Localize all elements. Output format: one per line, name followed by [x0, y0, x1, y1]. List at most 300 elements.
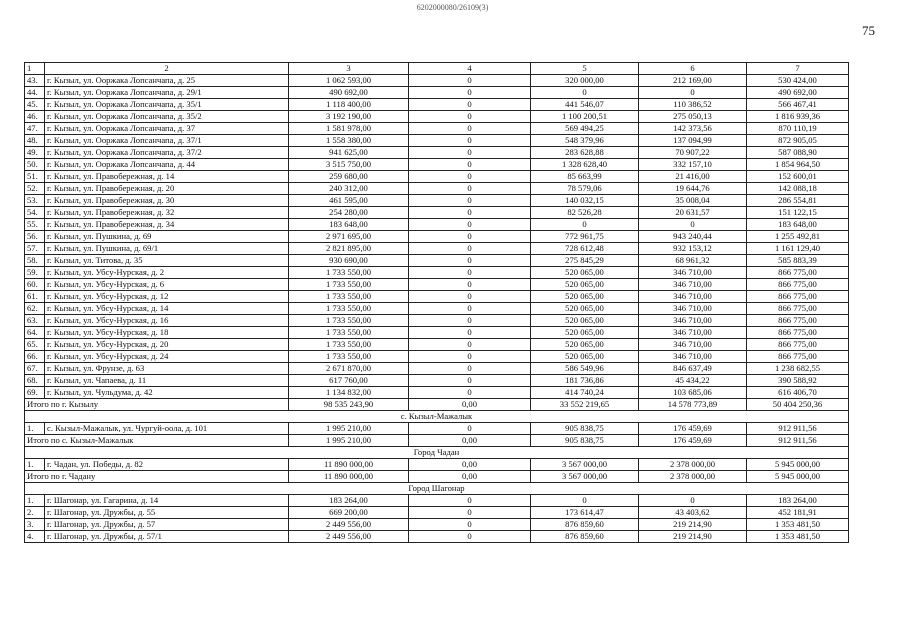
section-header-row — [25, 447, 849, 459]
municipal-cell: 70 907,22 — [639, 147, 747, 159]
total-cost-cell: 1 733 550,00 — [289, 291, 409, 303]
fund-cell: 0 — [409, 123, 531, 135]
budget-cell: 520 065,00 — [531, 315, 639, 327]
column-number: 7 — [747, 63, 849, 75]
section-title: Город Шагонар — [25, 483, 849, 495]
address-cell: г. Кызыл, ул. Ооржака Лопсанчапа, д. 37 — [45, 123, 289, 135]
address-cell: г. Кызыл, ул. Убсу-Нурская, д. 20 — [45, 339, 289, 351]
table-row — [25, 279, 849, 291]
row-number: 55. — [25, 219, 45, 231]
fund-cell: 0,00 — [409, 435, 531, 447]
municipal-cell: 35 008,04 — [639, 195, 747, 207]
section-header-row — [25, 411, 849, 423]
municipal-cell: 0 — [639, 87, 747, 99]
fund-cell: 0 — [409, 75, 531, 87]
table-row — [25, 339, 849, 351]
budget-cell: 772 961,75 — [531, 231, 639, 243]
row-number: 54. — [25, 207, 45, 219]
address-cell: г. Кызыл, ул. Ооржака Лопсанчапа, д. 25 — [45, 75, 289, 87]
table-row — [25, 267, 849, 279]
owners-cell: 872 905,05 — [747, 135, 849, 147]
budget-cell: 33 552 219,65 — [531, 399, 639, 411]
fund-cell: 0 — [409, 423, 531, 435]
total-cost-cell: 930 690,00 — [289, 255, 409, 267]
budget-cell: 520 065,00 — [531, 279, 639, 291]
fund-cell: 0,00 — [409, 399, 531, 411]
column-number: 4 — [409, 63, 531, 75]
column-number: 2 — [45, 63, 289, 75]
budget-cell: 876 859,60 — [531, 531, 639, 543]
row-number: 47. — [25, 123, 45, 135]
total-row — [25, 399, 849, 411]
municipal-cell: 14 578 773,89 — [639, 399, 747, 411]
address-cell: г. Кызыл, ул. Убсу-Нурская, д. 2 — [45, 267, 289, 279]
table-row — [25, 159, 849, 171]
row-number: 59. — [25, 267, 45, 279]
municipal-cell: 68 961,32 — [639, 255, 747, 267]
municipal-cell: 932 153,12 — [639, 243, 747, 255]
budget-cell: 181 736,86 — [531, 375, 639, 387]
address-cell: г. Кызыл, ул. Убсу-Нурская, д. 24 — [45, 351, 289, 363]
owners-cell: 286 554,81 — [747, 195, 849, 207]
municipal-cell: 176 459,69 — [639, 423, 747, 435]
budget-cell: 140 032,15 — [531, 195, 639, 207]
address-cell: г. Кызыл, ул. Убсу-Нурская, д. 14 — [45, 303, 289, 315]
owners-cell: 616 406,70 — [747, 387, 849, 399]
total-row — [25, 435, 849, 447]
table-row — [25, 363, 849, 375]
owners-cell: 866 775,00 — [747, 267, 849, 279]
budget-cell: 173 614,47 — [531, 507, 639, 519]
fund-cell: 0 — [409, 87, 531, 99]
owners-cell: 866 775,00 — [747, 339, 849, 351]
municipal-cell: 943 240,44 — [639, 231, 747, 243]
table-row — [25, 255, 849, 267]
total-cost-cell: 1 134 832,00 — [289, 387, 409, 399]
fund-cell: 0 — [409, 531, 531, 543]
fund-cell: 0 — [409, 495, 531, 507]
total-cost-cell: 11 890 000,00 — [289, 459, 409, 471]
municipal-cell: 103 685,06 — [639, 387, 747, 399]
row-number: 58. — [25, 255, 45, 267]
fund-cell: 0 — [409, 507, 531, 519]
total-label: Итого по г. Чадану — [25, 471, 289, 483]
fund-cell: 0 — [409, 99, 531, 111]
municipal-cell: 346 710,00 — [639, 279, 747, 291]
address-cell: г. Кызыл, ул. Фрунзе, д. 63 — [45, 363, 289, 375]
row-number: 66. — [25, 351, 45, 363]
row-number: 46. — [25, 111, 45, 123]
owners-cell: 866 775,00 — [747, 327, 849, 339]
table-row — [25, 375, 849, 387]
owners-cell: 866 775,00 — [747, 279, 849, 291]
owners-cell: 5 945 000,00 — [747, 471, 849, 483]
total-row — [25, 471, 849, 483]
column-number: 6 — [639, 63, 747, 75]
address-cell: г. Шагонар, ул. Дружбы, д. 55 — [45, 507, 289, 519]
total-cost-cell: 1 733 550,00 — [289, 339, 409, 351]
row-number: 1. — [25, 495, 45, 507]
owners-cell: 183 264,00 — [747, 495, 849, 507]
row-number: 53. — [25, 195, 45, 207]
total-cost-cell: 183 264,00 — [289, 495, 409, 507]
municipal-cell: 346 710,00 — [639, 267, 747, 279]
budget-cell: 82 526,28 — [531, 207, 639, 219]
owners-cell: 1 816 939,36 — [747, 111, 849, 123]
owners-cell: 50 404 250,36 — [747, 399, 849, 411]
budget-cell: 520 065,00 — [531, 291, 639, 303]
row-number: 64. — [25, 327, 45, 339]
budget-cell: 283 628,88 — [531, 147, 639, 159]
municipal-cell: 2 378 000,00 — [639, 459, 747, 471]
municipal-cell: 20 631,57 — [639, 207, 747, 219]
address-cell: г. Кызыл, ул. Правобережная, д. 32 — [45, 207, 289, 219]
budget-cell: 78 579,06 — [531, 183, 639, 195]
budget-cell: 520 065,00 — [531, 327, 639, 339]
municipal-cell: 45 434,22 — [639, 375, 747, 387]
table-row — [25, 327, 849, 339]
owners-cell: 490 692,00 — [747, 87, 849, 99]
row-number: 2. — [25, 507, 45, 519]
total-cost-cell: 461 595,00 — [289, 195, 409, 207]
owners-cell: 1 238 682,55 — [747, 363, 849, 375]
total-cost-cell: 1 733 550,00 — [289, 279, 409, 291]
row-number: 1. — [25, 423, 45, 435]
address-cell: г. Кызыл, ул. Ооржака Лопсанчапа, д. 37/1 — [45, 135, 289, 147]
total-cost-cell: 490 692,00 — [289, 87, 409, 99]
fund-cell: 0 — [409, 219, 531, 231]
fund-cell: 0 — [409, 255, 531, 267]
address-cell: г. Шагонар, ул. Дружбы, д. 57 — [45, 519, 289, 531]
total-cost-cell: 1 733 550,00 — [289, 351, 409, 363]
total-cost-cell: 1 733 550,00 — [289, 315, 409, 327]
municipal-cell: 0 — [639, 495, 747, 507]
budget-cell: 520 065,00 — [531, 351, 639, 363]
document-code: 6202000080/26109(3) — [416, 3, 489, 12]
table-row — [25, 519, 849, 531]
municipal-cell: 219 214,90 — [639, 531, 747, 543]
owners-cell: 390 588,92 — [747, 375, 849, 387]
column-number: 1 — [25, 63, 45, 75]
address-cell: г. Кызыл, ул. Титова, д. 35 — [45, 255, 289, 267]
municipal-cell: 137 094,99 — [639, 135, 747, 147]
fund-cell: 0 — [409, 135, 531, 147]
row-number: 67. — [25, 363, 45, 375]
total-cost-cell: 941 625,00 — [289, 147, 409, 159]
row-number: 50. — [25, 159, 45, 171]
owners-cell: 151 122,15 — [747, 207, 849, 219]
address-cell: г. Кызыл, ул. Ооржака Лопсанчапа, д. 35/2 — [45, 111, 289, 123]
budget-cell: 520 065,00 — [531, 339, 639, 351]
fund-cell: 0 — [409, 171, 531, 183]
row-number: 44. — [25, 87, 45, 99]
budget-cell: 905 838,75 — [531, 423, 639, 435]
table-row — [25, 291, 849, 303]
municipal-cell: 346 710,00 — [639, 339, 747, 351]
table-row — [25, 99, 849, 111]
financing-table — [24, 62, 849, 543]
budget-cell: 520 065,00 — [531, 303, 639, 315]
total-cost-cell: 254 280,00 — [289, 207, 409, 219]
owners-cell: 1 255 492,81 — [747, 231, 849, 243]
owners-cell: 912 911,56 — [747, 435, 849, 447]
row-number: 60. — [25, 279, 45, 291]
total-cost-cell: 1 995 210,00 — [289, 423, 409, 435]
row-number: 51. — [25, 171, 45, 183]
owners-cell: 585 883,39 — [747, 255, 849, 267]
budget-cell: 520 065,00 — [531, 267, 639, 279]
fund-cell: 0,00 — [409, 471, 531, 483]
fund-cell: 0 — [409, 375, 531, 387]
owners-cell: 152 600,01 — [747, 171, 849, 183]
row-number: 62. — [25, 303, 45, 315]
total-cost-cell: 2 449 556,00 — [289, 531, 409, 543]
municipal-cell: 0 — [639, 219, 747, 231]
municipal-cell: 846 637,49 — [639, 363, 747, 375]
table-row — [25, 147, 849, 159]
total-cost-cell: 1 062 593,00 — [289, 75, 409, 87]
total-cost-cell: 669 200,00 — [289, 507, 409, 519]
total-cost-cell: 240 312,00 — [289, 183, 409, 195]
total-cost-cell: 3 515 750,00 — [289, 159, 409, 171]
fund-cell: 0 — [409, 291, 531, 303]
municipal-cell: 142 373,56 — [639, 123, 747, 135]
table-row — [25, 303, 849, 315]
table-row — [25, 459, 849, 471]
address-cell: г. Шагонар, ул. Гагарина, д. 14 — [45, 495, 289, 507]
fund-cell: 0 — [409, 267, 531, 279]
page-number: 75 — [862, 23, 875, 38]
municipal-cell: 19 644,76 — [639, 183, 747, 195]
owners-cell: 142 088,18 — [747, 183, 849, 195]
total-cost-cell: 259 680,00 — [289, 171, 409, 183]
fund-cell: 0 — [409, 315, 531, 327]
row-number: 69. — [25, 387, 45, 399]
address-cell: г. Кызыл, ул. Чульдума, д. 42 — [45, 387, 289, 399]
budget-cell: 1 100 200,51 — [531, 111, 639, 123]
column-number: 3 — [289, 63, 409, 75]
municipal-cell: 176 459,69 — [639, 435, 747, 447]
table-row — [25, 495, 849, 507]
total-label: Итого по г. Кызылу — [25, 399, 289, 411]
fund-cell: 0 — [409, 519, 531, 531]
table-row — [25, 531, 849, 543]
total-cost-cell: 2 449 556,00 — [289, 519, 409, 531]
total-cost-cell: 1 558 380,00 — [289, 135, 409, 147]
municipal-cell: 21 416,00 — [639, 171, 747, 183]
section-title: с. Кызыл-Мажалык — [25, 411, 849, 423]
address-cell: г. Кызыл, ул. Ооржака Лопсанчапа, д. 35/1 — [45, 99, 289, 111]
owners-cell: 870 110,19 — [747, 123, 849, 135]
fund-cell: 0 — [409, 339, 531, 351]
fund-cell: 0 — [409, 327, 531, 339]
table-row — [25, 387, 849, 399]
owners-cell: 587 088,90 — [747, 147, 849, 159]
address-cell: г. Кызыл, ул. Правобережная, д. 30 — [45, 195, 289, 207]
table-row — [25, 507, 849, 519]
fund-cell: 0 — [409, 183, 531, 195]
budget-cell: 905 838,75 — [531, 435, 639, 447]
table-row — [25, 123, 849, 135]
owners-cell: 866 775,00 — [747, 315, 849, 327]
budget-cell: 0 — [531, 219, 639, 231]
address-cell: г. Чадан, ул. Победы, д. 82 — [45, 459, 289, 471]
table-row — [25, 315, 849, 327]
total-cost-cell: 2 671 870,00 — [289, 363, 409, 375]
owners-cell: 866 775,00 — [747, 351, 849, 363]
owners-cell: 1 353 481,50 — [747, 519, 849, 531]
total-cost-cell: 1 118 400,00 — [289, 99, 409, 111]
fund-cell: 0 — [409, 387, 531, 399]
fund-cell: 0 — [409, 111, 531, 123]
fund-cell: 0 — [409, 279, 531, 291]
table-row — [25, 111, 849, 123]
section-title: Город Чадан — [25, 447, 849, 459]
fund-cell: 0 — [409, 147, 531, 159]
owners-cell: 5 945 000,00 — [747, 459, 849, 471]
section-header-row — [25, 483, 849, 495]
municipal-cell: 212 169,00 — [639, 75, 747, 87]
table-row — [25, 219, 849, 231]
total-cost-cell: 617 760,00 — [289, 375, 409, 387]
address-cell: г. Кызыл, ул. Пушкина, д. 69 — [45, 231, 289, 243]
owners-cell: 912 911,56 — [747, 423, 849, 435]
total-cost-cell: 11 890 000,00 — [289, 471, 409, 483]
municipal-cell: 332 157,10 — [639, 159, 747, 171]
column-number-row — [25, 63, 849, 75]
owners-cell: 1 854 964,50 — [747, 159, 849, 171]
total-cost-cell: 98 535 243,90 — [289, 399, 409, 411]
row-number: 1. — [25, 459, 45, 471]
address-cell: с. Кызыл-Мажалык, ул. Чургуй-оола, д. 101 — [45, 423, 289, 435]
fund-cell: 0 — [409, 207, 531, 219]
budget-cell: 569 494,25 — [531, 123, 639, 135]
budget-cell: 3 567 000,00 — [531, 471, 639, 483]
total-cost-cell: 2 971 695,00 — [289, 231, 409, 243]
row-number: 68. — [25, 375, 45, 387]
owners-cell: 1 353 481,50 — [747, 531, 849, 543]
budget-cell: 85 663,99 — [531, 171, 639, 183]
table-row — [25, 243, 849, 255]
row-number: 43. — [25, 75, 45, 87]
owners-cell: 1 161 129,40 — [747, 243, 849, 255]
fund-cell: 0,00 — [409, 459, 531, 471]
row-number: 48. — [25, 135, 45, 147]
address-cell: г. Шагонар, ул. Дружбы, д. 57/1 — [45, 531, 289, 543]
table-row — [25, 135, 849, 147]
address-cell: г. Кызыл, ул. Чапаева, д. 11 — [45, 375, 289, 387]
budget-cell: 548 379,96 — [531, 135, 639, 147]
address-cell: г. Кызыл, ул. Убсу-Нурская, д. 16 — [45, 315, 289, 327]
address-cell: г. Кызыл, ул. Ооржака Лопсанчапа, д. 37/2 — [45, 147, 289, 159]
municipal-cell: 43 403,62 — [639, 507, 747, 519]
fund-cell: 0 — [409, 231, 531, 243]
total-cost-cell: 1 733 550,00 — [289, 327, 409, 339]
table-row — [25, 87, 849, 99]
budget-cell: 3 567 000,00 — [531, 459, 639, 471]
address-cell: г. Кызыл, ул. Правобережная, д. 14 — [45, 171, 289, 183]
municipal-cell: 110 386,52 — [639, 99, 747, 111]
municipal-cell: 346 710,00 — [639, 327, 747, 339]
budget-cell: 414 740,24 — [531, 387, 639, 399]
owners-cell: 452 181,91 — [747, 507, 849, 519]
address-cell: г. Кызыл, ул. Ооржака Лопсанчапа, д. 44 — [45, 159, 289, 171]
municipal-cell: 346 710,00 — [639, 303, 747, 315]
row-number: 3. — [25, 519, 45, 531]
municipal-cell: 346 710,00 — [639, 315, 747, 327]
municipal-cell: 2 378 000,00 — [639, 471, 747, 483]
address-cell: г. Кызыл, ул. Убсу-Нурская, д. 12 — [45, 291, 289, 303]
table-row — [25, 183, 849, 195]
municipal-cell: 346 710,00 — [639, 291, 747, 303]
row-number: 57. — [25, 243, 45, 255]
budget-cell: 275 845,29 — [531, 255, 639, 267]
total-cost-cell: 1 581 978,00 — [289, 123, 409, 135]
budget-cell: 320 000,00 — [531, 75, 639, 87]
column-number: 5 — [531, 63, 639, 75]
total-cost-cell: 1 733 550,00 — [289, 267, 409, 279]
table-row — [25, 171, 849, 183]
address-cell: г. Кызыл, ул. Правобережная, д. 20 — [45, 183, 289, 195]
row-number: 52. — [25, 183, 45, 195]
budget-cell: 586 549,96 — [531, 363, 639, 375]
total-cost-cell: 2 821 895,00 — [289, 243, 409, 255]
municipal-cell: 275 050,13 — [639, 111, 747, 123]
total-cost-cell: 1 995 210,00 — [289, 435, 409, 447]
row-number: 65. — [25, 339, 45, 351]
table-row — [25, 207, 849, 219]
fund-cell: 0 — [409, 303, 531, 315]
fund-cell: 0 — [409, 351, 531, 363]
owners-cell: 866 775,00 — [747, 303, 849, 315]
total-label: Итого по с. Кызыл-Мажалык — [25, 435, 289, 447]
address-cell: г. Кызыл, ул. Ооржака Лопсанчапа, д. 29/1 — [45, 87, 289, 99]
budget-cell: 876 859,60 — [531, 519, 639, 531]
row-number: 56. — [25, 231, 45, 243]
table-row — [25, 231, 849, 243]
table-row — [25, 423, 849, 435]
budget-cell: 1 328 628,40 — [531, 159, 639, 171]
total-cost-cell: 1 733 550,00 — [289, 303, 409, 315]
address-cell: г. Кызыл, ул. Правобережная, д. 34 — [45, 219, 289, 231]
total-cost-cell: 3 192 190,00 — [289, 111, 409, 123]
table-row — [25, 351, 849, 363]
owners-cell: 566 467,41 — [747, 99, 849, 111]
row-number: 4. — [25, 531, 45, 543]
owners-cell: 866 775,00 — [747, 291, 849, 303]
fund-cell: 0 — [409, 243, 531, 255]
municipal-cell: 346 710,00 — [639, 351, 747, 363]
total-cost-cell: 183 648,00 — [289, 219, 409, 231]
municipal-cell: 219 214,90 — [639, 519, 747, 531]
table-row — [25, 75, 849, 87]
budget-cell: 0 — [531, 87, 639, 99]
budget-cell: 0 — [531, 495, 639, 507]
owners-cell: 183 648,00 — [747, 219, 849, 231]
address-cell: г. Кызыл, ул. Убсу-Нурская, д. 6 — [45, 279, 289, 291]
address-cell: г. Кызыл, ул. Пушкина, д. 69/1 — [45, 243, 289, 255]
budget-cell: 441 546,07 — [531, 99, 639, 111]
owners-cell: 530 424,00 — [747, 75, 849, 87]
fund-cell: 0 — [409, 159, 531, 171]
row-number: 61. — [25, 291, 45, 303]
fund-cell: 0 — [409, 195, 531, 207]
address-cell: г. Кызыл, ул. Убсу-Нурская, д. 18 — [45, 327, 289, 339]
row-number: 45. — [25, 99, 45, 111]
table-row — [25, 195, 849, 207]
fund-cell: 0 — [409, 363, 531, 375]
budget-cell: 728 612,48 — [531, 243, 639, 255]
